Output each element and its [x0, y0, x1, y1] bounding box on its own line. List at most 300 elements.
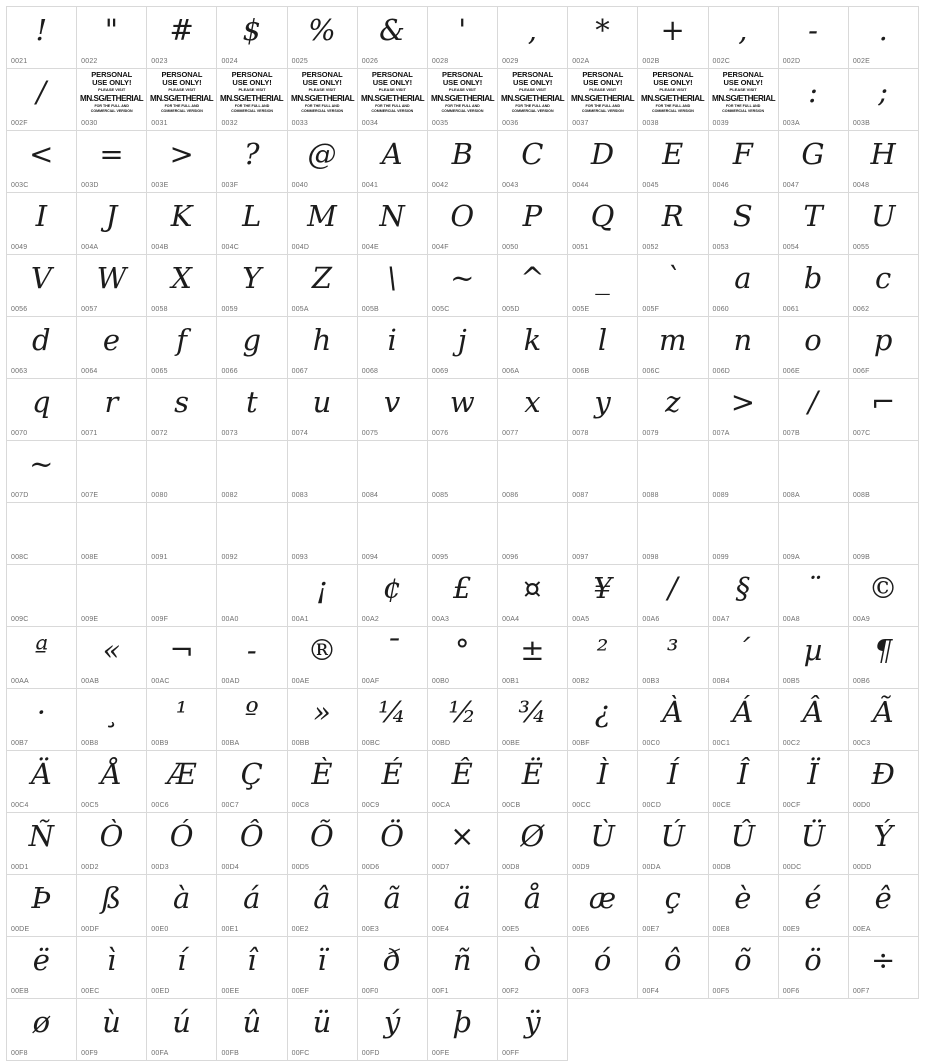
glyph-cell[interactable] [779, 69, 849, 131]
glyph-cell[interactable] [849, 7, 919, 69]
glyph-cell[interactable] [217, 379, 287, 441]
glyph-cell[interactable] [288, 379, 358, 441]
glyph-cell[interactable] [77, 379, 147, 441]
glyph-cell[interactable] [638, 7, 708, 69]
watermark-line4: MN.SG/ETHERIAL [430, 92, 495, 103]
glyph-unicode-code: 00AB [81, 678, 100, 685]
glyph-cell[interactable] [709, 317, 779, 379]
glyph-cell[interactable] [498, 131, 568, 193]
glyph-cell[interactable] [638, 441, 708, 503]
glyph-cell[interactable] [147, 317, 217, 379]
glyph-cell[interactable] [779, 627, 849, 689]
glyph-cell[interactable] [7, 7, 77, 69]
glyph-cell[interactable] [779, 751, 849, 813]
glyph-unicode-code: 0038 [642, 120, 659, 127]
glyph-cell[interactable] [849, 503, 919, 565]
glyph-cell[interactable] [147, 7, 217, 69]
glyph-cell[interactable] [568, 131, 638, 193]
glyph-preview: ä [453, 880, 472, 915]
glyph-cell[interactable] [568, 813, 638, 875]
glyph-cell[interactable] [7, 813, 77, 875]
glyph-cell[interactable] [709, 441, 779, 503]
glyph-preview: R [661, 198, 685, 233]
glyph-unicode-code: 0050 [502, 244, 519, 251]
glyph-cell[interactable] [568, 441, 638, 503]
glyph-cell[interactable] [428, 565, 498, 627]
glyph-cell[interactable] [779, 131, 849, 193]
glyph-cell[interactable] [779, 255, 849, 317]
glyph-cell[interactable] [358, 379, 428, 441]
glyph-preview [358, 503, 427, 551]
glyph-cell[interactable] [638, 69, 708, 131]
glyph-unicode-code: 0024 [221, 58, 238, 65]
glyph-cell[interactable] [849, 131, 919, 193]
glyph-cell[interactable] [498, 193, 568, 255]
watermark-line2: USE ONLY! [162, 77, 202, 87]
glyph-cell[interactable] [358, 875, 428, 937]
glyph-preview: l [597, 322, 608, 357]
glyph-cell[interactable] [568, 69, 638, 131]
glyph-preview: ² [596, 632, 609, 667]
glyph-cell[interactable] [77, 69, 147, 131]
glyph-unicode-code: 00DA [642, 864, 661, 871]
glyph-cell[interactable] [498, 255, 568, 317]
glyph-cell[interactable] [288, 503, 358, 565]
glyph-cell[interactable] [498, 813, 568, 875]
glyph-preview [7, 503, 76, 551]
glyph-cell[interactable] [7, 999, 77, 1061]
glyph-cell[interactable] [779, 193, 849, 255]
glyph-cell[interactable] [428, 999, 498, 1061]
glyph-unicode-code: 008A [782, 492, 800, 499]
glyph-cell[interactable] [709, 565, 779, 627]
glyph-cell[interactable] [638, 379, 708, 441]
glyph-cell[interactable] [77, 131, 147, 193]
glyph-cell[interactable] [498, 317, 568, 379]
glyph-cell[interactable] [7, 255, 77, 317]
glyph-cell[interactable] [709, 503, 779, 565]
glyph-cell[interactable] [7, 875, 77, 937]
glyph-cell[interactable] [358, 565, 428, 627]
glyph-cell[interactable] [288, 131, 358, 193]
glyph-cell[interactable] [358, 503, 428, 565]
glyph-preview: G [801, 136, 826, 171]
glyph-cell[interactable] [849, 689, 919, 751]
glyph-cell[interactable] [77, 565, 147, 627]
glyph-unicode-code: 0048 [852, 182, 870, 189]
glyph-cell[interactable] [638, 937, 708, 999]
glyph-preview: Î [737, 756, 750, 791]
glyph-cell[interactable] [147, 131, 217, 193]
glyph-preview: D [590, 136, 615, 171]
glyph-cell[interactable] [568, 751, 638, 813]
watermark-line1: PERSONAL [301, 70, 343, 79]
glyph-cell[interactable] [709, 937, 779, 999]
glyph-cell[interactable] [779, 503, 849, 565]
glyph-unicode-code: 0052 [642, 244, 659, 251]
glyph-cell[interactable] [358, 193, 428, 255]
glyph-cell[interactable] [147, 627, 217, 689]
glyph-cell[interactable] [638, 255, 708, 317]
watermark-line6: COMMERCIAL VERSION [90, 108, 133, 113]
glyph-preview: ú [172, 1004, 192, 1039]
glyph-cell[interactable] [709, 69, 779, 131]
glyph-cell[interactable] [498, 503, 568, 565]
glyph-cell[interactable] [428, 751, 498, 813]
glyph-cell[interactable] [638, 689, 708, 751]
glyph-unicode-code: 0049 [11, 244, 28, 251]
glyph-cell[interactable] [358, 131, 428, 193]
glyph-preview: w [449, 384, 476, 419]
glyph-cell[interactable] [779, 7, 849, 69]
glyph-cell[interactable] [849, 813, 919, 875]
glyph-cell[interactable] [217, 627, 287, 689]
glyph-cell[interactable] [849, 193, 919, 255]
glyph-cell[interactable] [638, 875, 708, 937]
glyph-preview: Ð [871, 756, 896, 791]
glyph-cell[interactable] [568, 317, 638, 379]
glyph-unicode-code: 0028 [431, 58, 449, 65]
glyph-cell[interactable] [709, 193, 779, 255]
glyph-cell[interactable] [77, 503, 147, 565]
watermark-line2: USE ONLY! [92, 77, 132, 87]
glyph-cell[interactable] [77, 627, 147, 689]
glyph-cell[interactable] [849, 875, 919, 937]
glyph-cell[interactable] [428, 813, 498, 875]
glyph-preview: s [174, 384, 190, 419]
glyph-cell[interactable] [709, 689, 779, 751]
glyph-unicode-code: 0031 [151, 120, 168, 127]
glyph-cell[interactable] [358, 627, 428, 689]
glyph-cell[interactable] [428, 69, 498, 131]
glyph-preview: ÷ [871, 942, 896, 977]
glyph-cell[interactable] [779, 937, 849, 999]
glyph-cell[interactable] [779, 379, 849, 441]
glyph-preview: ¼ [378, 694, 407, 729]
glyph-cell[interactable] [147, 875, 217, 937]
glyph-cell[interactable] [849, 255, 919, 317]
glyph-cell[interactable] [217, 193, 287, 255]
glyph-unicode-code: 0074 [291, 430, 308, 437]
glyph-cell[interactable] [288, 937, 358, 999]
glyph-cell[interactable] [147, 565, 217, 627]
glyph-cell[interactable] [849, 565, 919, 627]
glyph-unicode-code: 003E [151, 182, 169, 189]
glyph-cell[interactable] [7, 689, 77, 751]
glyph-unicode-code: 0044 [572, 182, 589, 189]
glyph-cell[interactable] [147, 255, 217, 317]
glyph-cell[interactable] [358, 317, 428, 379]
glyph-cell[interactable] [147, 503, 217, 565]
glyph-cell[interactable] [709, 875, 779, 937]
glyph-unicode-code: 0095 [431, 554, 449, 561]
glyph-unicode-code: 0088 [642, 492, 659, 499]
glyph-cell[interactable] [288, 7, 358, 69]
glyph-cell[interactable] [498, 69, 568, 131]
glyph-preview: Í [666, 756, 679, 791]
glyph-unicode-code: 00DD [852, 864, 872, 871]
glyph-cell[interactable] [77, 875, 147, 937]
glyph-cell[interactable] [217, 255, 287, 317]
glyph-cell[interactable] [779, 317, 849, 379]
glyph-cell[interactable] [288, 627, 358, 689]
glyph-unicode-code: 00ED [151, 988, 170, 995]
glyph-cell[interactable] [358, 813, 428, 875]
glyph-preview [358, 441, 427, 489]
glyph-preview: F [732, 136, 754, 171]
glyph-cell[interactable] [568, 565, 638, 627]
glyph-cell[interactable] [288, 565, 358, 627]
glyph-unicode-code: 0096 [502, 554, 519, 561]
glyph-cell[interactable] [709, 255, 779, 317]
glyph-preview: ç [664, 880, 682, 915]
glyph-cell[interactable] [498, 565, 568, 627]
glyph-cell[interactable] [849, 627, 919, 689]
glyph-cell[interactable] [779, 813, 849, 875]
glyph-cell[interactable] [7, 565, 77, 627]
glyph-cell[interactable] [7, 317, 77, 379]
glyph-cell[interactable] [288, 317, 358, 379]
glyph-preview: þ [452, 1004, 473, 1039]
glyph-cell[interactable] [498, 751, 568, 813]
glyph-cell[interactable] [428, 255, 498, 317]
glyph-unicode-code: 00B2 [572, 678, 590, 685]
glyph-cell[interactable] [779, 875, 849, 937]
glyph-cell[interactable] [7, 627, 77, 689]
glyph-cell[interactable] [568, 379, 638, 441]
glyph-cell[interactable] [288, 441, 358, 503]
glyph-cell[interactable] [217, 689, 287, 751]
glyph-unicode-code: 00FF [502, 1050, 520, 1057]
glyph-preview: × [450, 818, 475, 853]
glyph-cell[interactable] [217, 751, 287, 813]
glyph-cell[interactable] [217, 937, 287, 999]
glyph-unicode-code: 00EC [81, 988, 100, 995]
glyph-cell[interactable] [7, 69, 77, 131]
glyph-cell[interactable] [849, 751, 919, 813]
glyph-preview: z [665, 384, 681, 419]
glyph-cell[interactable] [288, 875, 358, 937]
glyph-cell[interactable] [709, 131, 779, 193]
glyph-unicode-code: 0076 [431, 430, 449, 437]
glyph-cell[interactable] [568, 875, 638, 937]
glyph-cell[interactable] [147, 813, 217, 875]
glyph-cell[interactable] [147, 379, 217, 441]
glyph-cell[interactable] [568, 937, 638, 999]
glyph-cell[interactable] [709, 813, 779, 875]
glyph-cell[interactable] [217, 503, 287, 565]
glyph-unicode-code: 00EB [11, 988, 29, 995]
glyph-cell[interactable] [428, 7, 498, 69]
glyph-cell[interactable] [77, 689, 147, 751]
glyph-unicode-code: 00C5 [81, 802, 99, 809]
glyph-cell[interactable] [147, 69, 217, 131]
glyph-cell[interactable] [77, 7, 147, 69]
glyph-cell[interactable] [428, 379, 498, 441]
glyph-cell[interactable] [7, 379, 77, 441]
glyph-cell[interactable] [358, 937, 428, 999]
glyph-preview: P [522, 198, 543, 233]
glyph-unicode-code: 0093 [291, 554, 308, 561]
glyph-preview: É [381, 756, 404, 791]
glyph-cell[interactable] [358, 999, 428, 1061]
glyph-cell[interactable] [358, 441, 428, 503]
glyph-cell[interactable] [428, 317, 498, 379]
glyph-cell[interactable] [358, 7, 428, 69]
glyph-cell[interactable] [709, 627, 779, 689]
glyph-unicode-code: 006B [572, 368, 590, 375]
glyph-preview: Æ [167, 756, 197, 791]
glyph-cell[interactable] [498, 937, 568, 999]
glyph-cell[interactable] [428, 937, 498, 999]
glyph-cell[interactable] [358, 751, 428, 813]
glyph-cell[interactable] [638, 503, 708, 565]
glyph-preview: u [312, 384, 332, 419]
glyph-unicode-code: 0092 [221, 554, 238, 561]
glyph-unicode-code: 0084 [361, 492, 379, 499]
glyph-unicode-code: 00DC [782, 864, 802, 871]
glyph-cell[interactable] [849, 441, 919, 503]
glyph-cell[interactable] [849, 937, 919, 999]
glyph-cell[interactable] [638, 751, 708, 813]
glyph-unicode-code: 0063 [11, 368, 28, 375]
glyph-preview: O [450, 198, 475, 233]
glyph-cell[interactable] [779, 565, 849, 627]
glyph-cell[interactable] [568, 689, 638, 751]
glyph-cell[interactable] [217, 999, 287, 1061]
glyph-cell[interactable] [849, 379, 919, 441]
glyph-cell[interactable] [849, 317, 919, 379]
glyph-cell[interactable] [217, 441, 287, 503]
glyph-cell[interactable] [217, 131, 287, 193]
watermark-line1: PERSONAL [722, 70, 764, 79]
glyph-cell[interactable] [147, 937, 217, 999]
glyph-cell[interactable] [498, 875, 568, 937]
glyph-cell[interactable] [288, 751, 358, 813]
glyph-cell[interactable] [709, 379, 779, 441]
glyph-cell[interactable] [7, 751, 77, 813]
glyph-preview: ¶ [873, 632, 893, 667]
glyph-cell[interactable] [217, 875, 287, 937]
glyph-cell[interactable] [568, 255, 638, 317]
glyph-preview: à [172, 880, 191, 915]
glyph-cell[interactable] [7, 131, 77, 193]
watermark-notice [147, 71, 216, 113]
glyph-cell[interactable] [77, 999, 147, 1061]
glyph-cell[interactable] [147, 441, 217, 503]
glyph-preview [709, 503, 778, 551]
glyph-cell[interactable] [638, 317, 708, 379]
glyph-cell[interactable] [498, 7, 568, 69]
glyph-cell[interactable] [638, 193, 708, 255]
glyph-cell[interactable] [288, 255, 358, 317]
glyph-cell[interactable] [709, 7, 779, 69]
glyph-cell[interactable] [428, 627, 498, 689]
glyph-cell[interactable] [779, 689, 849, 751]
glyph-cell[interactable] [147, 999, 217, 1061]
watermark-line2: USE ONLY! [513, 77, 553, 87]
glyph-cell[interactable] [217, 565, 287, 627]
glyph-cell[interactable] [428, 193, 498, 255]
glyph-cell[interactable] [147, 689, 217, 751]
glyph-cell[interactable] [779, 441, 849, 503]
glyph-unicode-code: 005F [642, 306, 660, 313]
glyph-cell[interactable] [428, 131, 498, 193]
watermark-line4: MN.SG/ETHERIAL [220, 92, 284, 103]
glyph-cell[interactable] [288, 689, 358, 751]
glyph-cell[interactable] [288, 193, 358, 255]
glyph-unicode-code: 0030 [81, 120, 98, 127]
glyph-cell[interactable] [358, 689, 428, 751]
glyph-cell[interactable] [288, 813, 358, 875]
glyph-cell[interactable] [638, 565, 708, 627]
glyph-cell[interactable] [568, 7, 638, 69]
glyph-cell[interactable] [217, 69, 287, 131]
glyph-cell[interactable] [568, 503, 638, 565]
glyph-cell[interactable] [638, 131, 708, 193]
glyph-cell[interactable] [709, 751, 779, 813]
glyph-cell[interactable] [638, 813, 708, 875]
watermark-notice [638, 71, 707, 113]
glyph-unicode-code: 00E1 [221, 926, 239, 933]
glyph-preview: m [658, 322, 687, 357]
glyph-cell[interactable] [7, 937, 77, 999]
glyph-cell[interactable] [288, 999, 358, 1061]
glyph-preview: À [662, 694, 684, 729]
glyph-cell[interactable] [498, 627, 568, 689]
glyph-cell[interactable] [77, 255, 147, 317]
glyph-cell[interactable] [77, 317, 147, 379]
glyph-cell[interactable] [7, 503, 77, 565]
glyph-cell[interactable] [428, 689, 498, 751]
glyph-cell[interactable] [498, 379, 568, 441]
glyph-cell[interactable] [77, 937, 147, 999]
glyph-cell[interactable] [217, 7, 287, 69]
glyph-cell[interactable] [849, 69, 919, 131]
glyph-cell[interactable] [7, 193, 77, 255]
glyph-cell[interactable] [217, 317, 287, 379]
glyph-cell[interactable] [568, 627, 638, 689]
glyph-preview: Ñ [28, 818, 55, 853]
glyph-preview: ? [244, 136, 261, 171]
glyph-cell[interactable] [147, 751, 217, 813]
glyph-cell[interactable] [77, 751, 147, 813]
glyph-cell[interactable] [7, 441, 77, 503]
glyph-cell[interactable] [498, 689, 568, 751]
glyph-cell[interactable] [358, 255, 428, 317]
glyph-cell[interactable] [77, 813, 147, 875]
glyph-unicode-code: 00B8 [81, 740, 99, 747]
glyph-cell[interactable] [217, 813, 287, 875]
glyph-cell[interactable] [77, 441, 147, 503]
watermark-notice [428, 71, 497, 113]
glyph-preview: Ø [520, 818, 545, 853]
glyph-cell[interactable] [358, 69, 428, 131]
glyph-cell[interactable] [77, 193, 147, 255]
glyph-cell[interactable] [498, 999, 568, 1061]
glyph-cell[interactable] [568, 193, 638, 255]
glyph-unicode-code: 00E2 [291, 926, 309, 933]
glyph-cell[interactable] [638, 627, 708, 689]
glyph-cell[interactable] [428, 503, 498, 565]
glyph-cell[interactable] [147, 193, 217, 255]
glyph-cell[interactable] [428, 441, 498, 503]
glyph-cell[interactable] [288, 69, 358, 131]
glyph-cell[interactable] [428, 875, 498, 937]
glyph-preview: Ú [660, 818, 686, 853]
glyph-unicode-code: 006A [502, 368, 520, 375]
glyph-cell[interactable] [498, 441, 568, 503]
